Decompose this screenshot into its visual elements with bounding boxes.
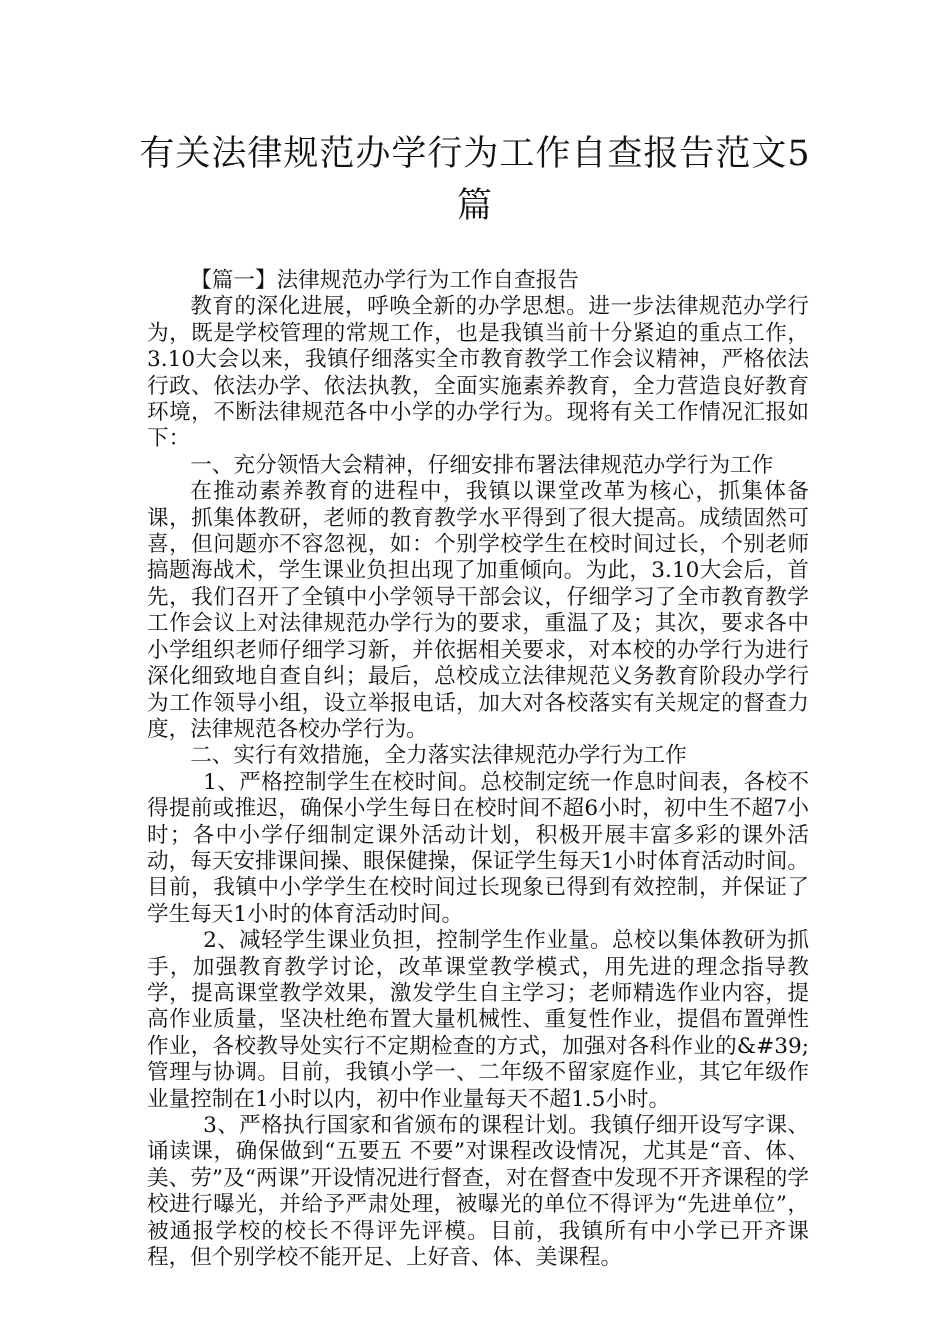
section-heading-part-one: 【篇一】法律规范办学行为工作自查报告 — [190, 268, 579, 293]
body-paragraph: 在推动素养教育的进程中，我镇以课堂改革为核心，抓集体备课，抓集体教研，老师的教育教学水平得到了很大提高。成绩固然可喜，但问题亦不容忽视，如：个别学校学生在校时间过长，个别老师搞题海战术，学生课业负担出现了加重倾向。为此，3.10大会后，首先，我们召开了全镇中小学领导干部会议，仔细学习了全市教育教学工作会议上对法律规范办学行为的要求，重温了及；其次，要求各中小学组织老师仔细学习新，并依据相关要求，对本校的办学行为进行深化细致地自查自纠；最后，总校成立法律规范义务教育阶段办学行为工作领导小组，设立举报电话，加大对各校落实有关规定的督查力度，法律规范各校办学行为。 — [147, 479, 809, 742]
document-body — [147, 268, 809, 1271]
section-heading-two: 二、实行有效措施，全力落实法律规范办学行为工作 — [190, 743, 687, 769]
document-title: 有关法律规范办学行为工作自查报告范文5篇 — [139, 134, 811, 226]
numbered-paragraph-1: 1、严格控制学生在校时间。总校制定统一作息时间表，各校不得提前或推迟，确保小学生每日在校时间不超6小时，初中生不超7小时；各中小学仔细制定课外活动计划，积极开展丰富多彩的课外活动，每天安排课间操、眼保健操，保证学生每天1小时体育活动时间。目前，我镇中小学学生在校时间过长现象已得到有效控制，并保证了学生每天1小时的体育活动时间。 — [147, 769, 809, 927]
numbered-paragraph-2: 2、减轻学生课业负担，控制学生作业量。总校以集体教研为抓手，加强教育教学讨论，改革课堂教学模式，用先进的理念指导教学，提高课堂教学效果，激发学生自主学习；老师精选作业内容，提高作业质量，坚决杜绝布置大量机械性、重复性作业，提倡布置弹性作业，各校教导处实行不定期检查的方式，加强对各科作业的&#39;管理与协调。目前，我镇小学一、二年级不留家庭作业，其它年级作业量控制在1小时以内，初中作业量每天不超1.5小时。 — [147, 928, 809, 1112]
numbered-paragraph-3: 3、严格执行国家和省颁布的课程计划。我镇仔细开设写字课、诵读课，确保做到“五要五 不要”对课程改设情况，尤其是“音、体、美、劳”及“两课”开设情况进行督查，对在督查中发现不开齐课程的学校进行曝光，并给予严肃处理，被曝光的单位不得评为“先进单位”，被通报学校的校长不得评先评模。目前，我镇所有中小学已开齐课程，但个别学校不能开足、上好音、体、美课程。 — [147, 1113, 809, 1271]
section-heading-one: 一、充分领悟大会精神，仔细安排布署法律规范办学行为工作 — [190, 452, 774, 478]
intro-paragraph: 教育的深化进展，呼唤全新的办学思想。进一步法律规范办学行为，既是学校管理的常规工作，也是我镇当前十分紧迫的重点工作，3.10大会以来，我镇仔细落实全市教育教学工作会议精神，严格依法行政、依法办学、依法执教，全面实施素养教育，全力营造良好教育环境，不断法律规范各中小学的办学行为。现将有关工作情况汇报如下： — [147, 294, 809, 452]
